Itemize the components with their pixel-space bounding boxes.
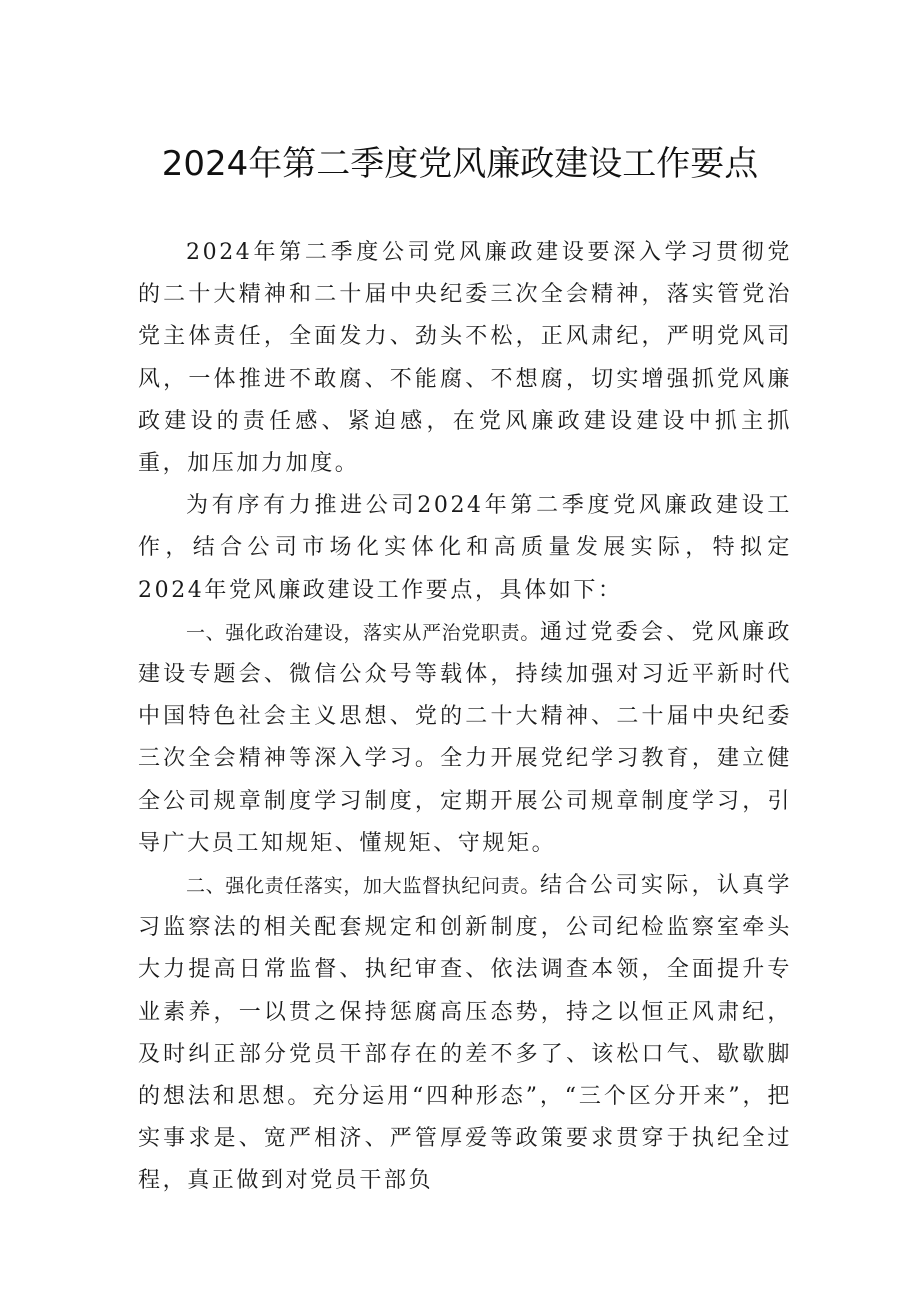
paragraph-purpose (138, 485, 792, 612)
section-heading: 二、强化责任落实，加大监督执纪问责。 (186, 875, 540, 898)
paragraph-intro (138, 232, 792, 485)
document-body (138, 232, 792, 1203)
document-title: 2024年第二季度党风廉政建设工作要点 (161, 144, 759, 184)
paragraph-section-2 (138, 865, 792, 1203)
paragraph-section-1 (138, 612, 792, 865)
paragraph-text: 结合公司实际，认真学习监察法的相关配套规定和创新制度，公司纪检监察室牵头大力提高日常监督、执纪审查、依法调查本领，全面提升专业素养，一以贯之保持惩腐高压态势，持之以恒正风肃纪，及时纠正部分党员干部存在的差不多了、该松口气、歇歇脚的想法和思想。充分运用“四种形态”，“三个区分开来”，把实事求是、宽严相济、严管厚爱等政策要求贯穿于执纪全过程，真正做到对党员干部负 (138, 873, 792, 1194)
section-heading: 一、强化政治建设，落实从严治党职责。 (186, 621, 540, 644)
paragraph-text: 2024年第二季度公司党风廉政建设要深入学习贯彻党的二十大精神和二十届中央纪委三次全会精神，落实管党治党主体责任，全面发力、劲头不松，正风肃纪，严明党风司风，一体推进不敢腐、不能腐、不想腐，切实增强抓党风廉政建设的责任感、紧迫感，在党风廉政建设建设中抓主抓重，加压加力加度。 (138, 240, 792, 477)
paragraph-text: 为有序有力推进公司2024年第二季度党风廉政建设工作，结合公司市场化实体化和高质量发展实际，特拟定2024年党风廉政建设工作要点，具体如下： (138, 493, 792, 603)
paragraph-text: 通过党委会、党风廉政建设专题会、微信公众号等载体，持续加强对习近平新时代中国特色社会主义思想、党的二十大精神、二十届中央纪委三次全会精神等深入学习。全力开展党纪学习教育，建立健全公司规章制度学习制度，定期开展公司规章制度学习，引导广大员工知规矩、懂规矩、守规矩。 (138, 619, 792, 856)
